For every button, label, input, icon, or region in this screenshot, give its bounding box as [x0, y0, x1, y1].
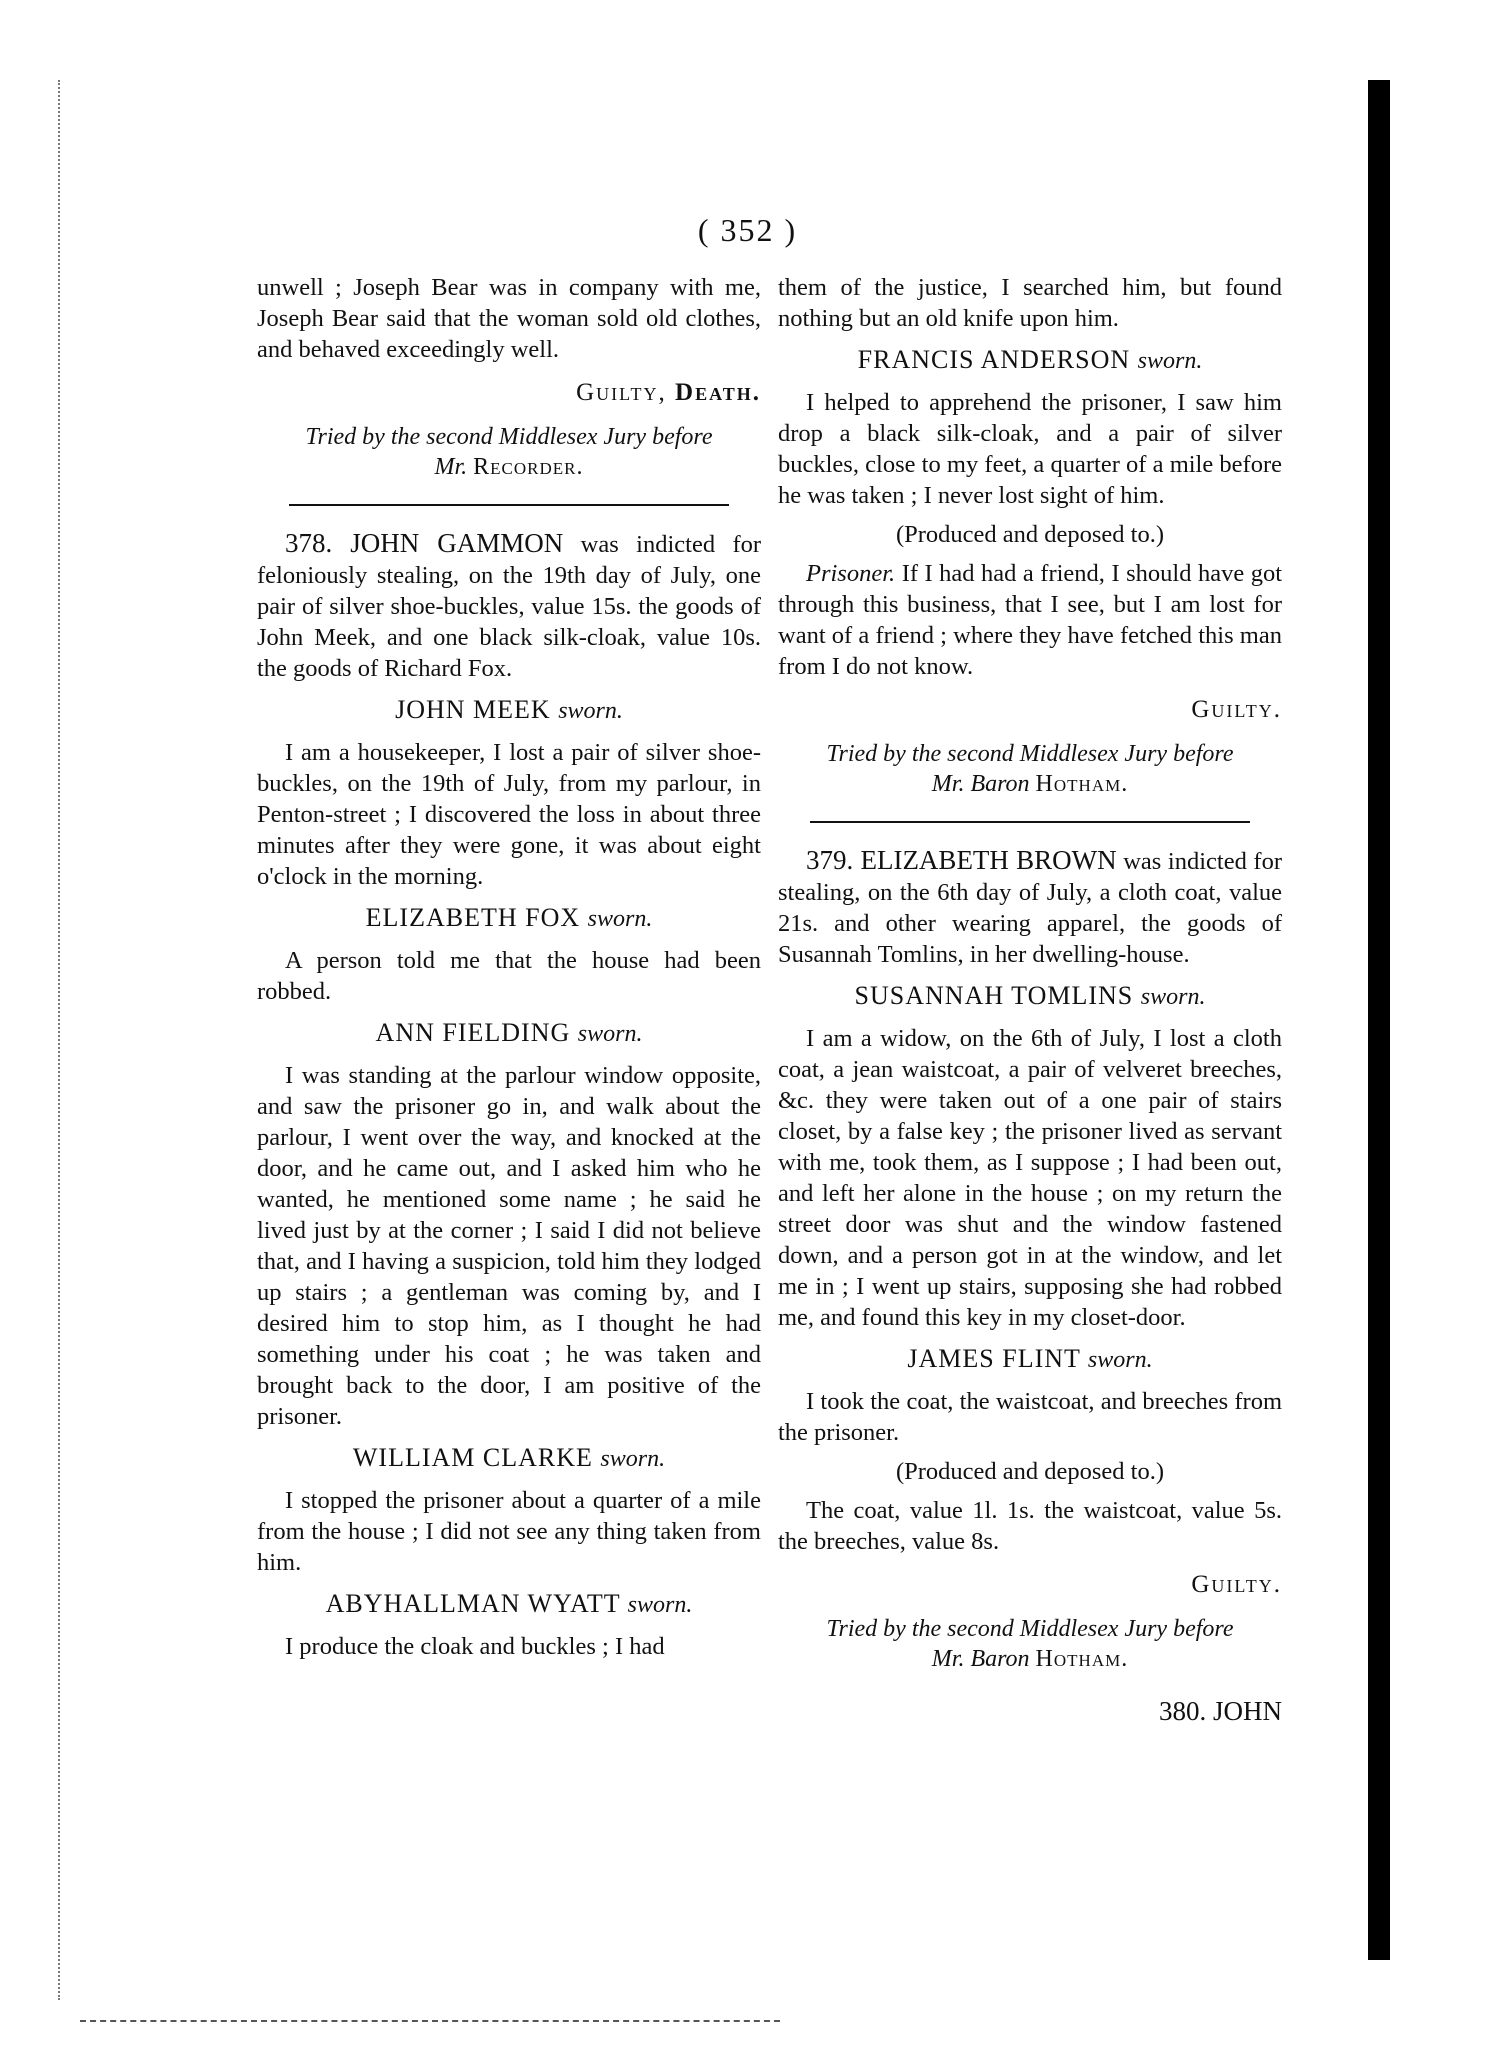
- case-379-paragraph: [778, 845, 1282, 970]
- witness-name: SUSANNAH TOMLINS: [854, 981, 1134, 1010]
- tried-note: [778, 1614, 1282, 1674]
- section-divider: [289, 504, 729, 506]
- right-column: [778, 272, 1282, 1727]
- tried-note-line: Tried by the second Middlesex Jury before: [826, 741, 1234, 767]
- verdict-guilty: Guilty.: [1191, 1571, 1282, 1598]
- witness-heading: [778, 980, 1282, 1013]
- produced-note: (Produced and deposed to.): [895, 521, 1165, 548]
- tried-note-title: Mr.: [434, 454, 468, 480]
- prisoner-label: Prisoner.: [806, 560, 896, 587]
- witness-sworn: sworn.: [558, 698, 623, 724]
- right-continuation-paragraph: them of the justice, I searched him, but found nothing but an old knife upon him.: [778, 274, 1282, 332]
- witness-sworn: sworn.: [1140, 984, 1206, 1010]
- case-379-text: was indicted for stealing, on the 6th day of July, a cloth coat, value 21s. and other wearing apparel, the goods of Susannah Tomlins, in her dwelling-house.: [778, 848, 1282, 968]
- witness-testimony: A person told me that the house had been robbed.: [257, 947, 761, 1005]
- tried-note-title: Mr. Baron: [931, 1646, 1030, 1672]
- scan-edge-bar: [1368, 80, 1390, 1960]
- catchword: 380. JOHN: [1158, 1696, 1282, 1726]
- witness-sworn: sworn.: [627, 1592, 693, 1618]
- witness-testimony: I am a housekeeper, I lost a pair of silver shoe-buckles, on the 19th of July, from my parlour, in Penton-street ; I discovered the loss in about three minutes after they were gone, it was about eight o'clock in the morning.: [257, 739, 761, 890]
- witness-sworn: sworn.: [600, 1446, 666, 1472]
- case-378-heading: 378. JOHN GAMMON: [285, 528, 564, 558]
- tried-note-judge: Hotham.: [1035, 771, 1129, 797]
- witness-sworn: sworn.: [1087, 1347, 1153, 1373]
- case-378-text: was indicted for feloniously stealing, on the 19th day of July, one pair of silver shoe-buckles, value 15s. the goods of John Meek, and one black silk-cloak, value 10s. the goods of Richard Fox.: [257, 531, 762, 682]
- witness-name: ELIZABETH FOX: [365, 903, 581, 932]
- witness-heading: [257, 1588, 761, 1621]
- witness-name: JAMES FLINT: [907, 1344, 1081, 1373]
- tried-note-line: Tried by the second Middlesex Jury before: [305, 424, 713, 450]
- witness-sworn: sworn.: [587, 906, 653, 932]
- verdict-sentence: Death.: [675, 379, 761, 406]
- witness-testimony: I am a widow, on the 6th of July, I lost a cloth coat, a jean waistcoat, a pair of velveret breeches, &c. they were taken out of a one pair of stairs closet, by a false key ; the prisoner lived as servant with me, took them, as I suppose ; I had been out, and left her alone in the house ; on my return the street door was shut and the window fastened down, and a person got in at the window, and let me in ; I went up stairs, supposing she had robbed me, and found this key in my closet-door.: [778, 1025, 1282, 1331]
- scan-edge-left: [58, 80, 60, 2000]
- left-column: [257, 272, 761, 1662]
- tried-note-title: Mr. Baron: [931, 771, 1030, 797]
- witness-testimony: I helped to apprehend the prisoner, I saw him drop a black silk-cloak, and a pair of silver buckles, close to my feet, a quarter of a mile before he was taken ; I never lost sight of him.: [778, 389, 1282, 509]
- witness-heading: [778, 344, 1282, 377]
- produced-note: (Produced and deposed to.): [895, 1458, 1165, 1485]
- verdict-guilty: Guilty.: [1191, 696, 1282, 723]
- witness-sworn: sworn.: [1137, 348, 1203, 374]
- prisoner-statement: [778, 558, 1282, 682]
- witness-heading: [257, 1442, 761, 1475]
- left-continuation-paragraph: unwell ; Joseph Bear was in company with me, Joseph Bear said that the woman sold old clothes, and behaved exceedingly well.: [257, 274, 761, 363]
- scan-edge-bottom: [80, 2020, 780, 2022]
- verdict-guilty-death: [257, 377, 761, 408]
- witness-heading: [257, 902, 761, 935]
- tried-note: [778, 739, 1282, 799]
- witness-testimony: I took the coat, the waistcoat, and breeches from the prisoner.: [778, 1388, 1282, 1446]
- witness-sworn: sworn.: [577, 1021, 643, 1047]
- tried-note-judge: Hotham.: [1035, 1646, 1129, 1672]
- case-379-heading: 379. ELIZABETH BROWN: [806, 845, 1117, 875]
- witness-name: WILLIAM CLARKE: [352, 1443, 593, 1472]
- verdict-label: Guilty,: [576, 379, 667, 406]
- witness-testimony: I produce the cloak and buckles ; I had: [285, 1633, 665, 1660]
- prisoner-text: If I had had a friend, I should have got through this business, that I see, but I am lost for want of a friend ; where they have fetched this man from I do not know.: [778, 560, 1283, 680]
- section-divider: [810, 821, 1250, 823]
- witness-name: FRANCIS ANDERSON: [857, 345, 1131, 374]
- witness-heading: [778, 1343, 1282, 1376]
- tried-note-line: Tried by the second Middlesex Jury before: [826, 1616, 1234, 1642]
- case-378-paragraph: [257, 528, 761, 684]
- witness-name: ABYHALLMAN WYATT: [325, 1589, 621, 1618]
- page-number: ( 352 ): [697, 212, 798, 248]
- witness-name: JOHN MEEK: [395, 695, 551, 724]
- witness-name: ANN FIELDING: [375, 1018, 571, 1047]
- tried-note-judge: Recorder.: [473, 454, 584, 480]
- witness-heading: [257, 1017, 761, 1050]
- witness-testimony: I stopped the prisoner about a quarter of a mile from the house ; I did not see any thing taken from him.: [257, 1487, 761, 1576]
- values-statement: The coat, value 1l. 1s. the waistcoat, value 5s. the breeches, value 8s.: [778, 1497, 1282, 1555]
- tried-note: [257, 422, 761, 482]
- witness-heading: [257, 694, 761, 727]
- witness-testimony: I was standing at the parlour window opposite, and saw the prisoner go in, and walk about the parlour, I went over the way, and knocked at the door, and he came out, and I asked him who he wanted, he mentioned some name ; he said he lived just by at the corner ; I said I did not believe that, and I having a suspicion, told him they lodged up stairs ; a gentleman was coming by, and I desired him to stop him, as I thought he had something under his coat ; he was taken and brought back to the door, I am positive of the prisoner.: [257, 1062, 761, 1430]
